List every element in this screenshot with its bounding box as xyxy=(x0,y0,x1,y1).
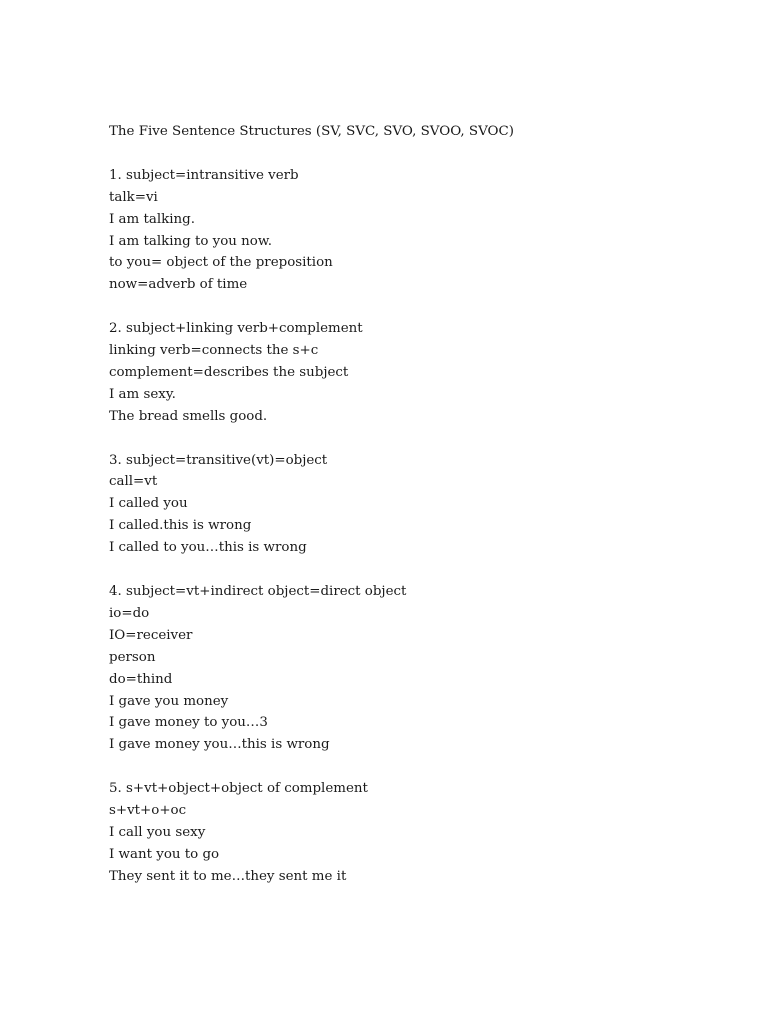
section-5 xyxy=(109,778,729,888)
text-line: linking verb=connects the s+c xyxy=(109,343,319,359)
text-line: complement=describes the subject xyxy=(109,364,349,380)
section-heading: 1. subject=intransitive verb xyxy=(109,167,299,183)
text-line: I am talking. xyxy=(109,211,195,227)
text-line: person xyxy=(109,649,156,665)
text-line: The bread smells good. xyxy=(109,408,268,424)
text-line: They sent it to me…they sent me it xyxy=(109,868,347,884)
text-line: now=adverb of time xyxy=(109,277,248,293)
text-line: I gave money to you…3 xyxy=(109,715,268,731)
text-line: I am talking to you now. xyxy=(109,233,273,249)
section-2 xyxy=(109,318,729,428)
section-heading: 4. subject=vt+indirect object=direct object xyxy=(109,583,407,599)
text-line: s+vt+o+oc xyxy=(109,803,187,819)
text-line: I want you to go xyxy=(109,846,220,862)
section-heading: 2. subject+linking verb+complement xyxy=(109,321,363,337)
text-line: I gave you money xyxy=(109,693,229,709)
text-line: do=thind xyxy=(109,671,173,687)
document-body xyxy=(109,121,729,888)
document-title: The Five Sentence Structures (SV, SVC, SVO, SVOO, SVOC) xyxy=(109,124,514,139)
text-line: IO=receiver xyxy=(109,627,193,643)
text-line: I call you sexy xyxy=(109,824,206,840)
section-heading: 3. subject=transitive(vt)=object xyxy=(109,452,328,468)
text-line: io=do xyxy=(109,605,150,621)
text-line: call=vt xyxy=(109,474,158,490)
section-heading: 5. s+vt+object+object of complement xyxy=(109,781,368,797)
section-3 xyxy=(109,450,729,560)
text-line: I called.this is wrong xyxy=(109,518,252,534)
section-4 xyxy=(109,581,729,756)
text-line: to you= object of the preposition xyxy=(109,255,333,271)
text-line: I called to you…this is wrong xyxy=(109,540,307,556)
text-line: I gave money you…this is wrong xyxy=(109,737,330,753)
text-line: I called you xyxy=(109,496,188,512)
text-line: talk=vi xyxy=(109,189,158,205)
text-line: I am sexy. xyxy=(109,386,176,402)
section-1 xyxy=(109,165,729,296)
